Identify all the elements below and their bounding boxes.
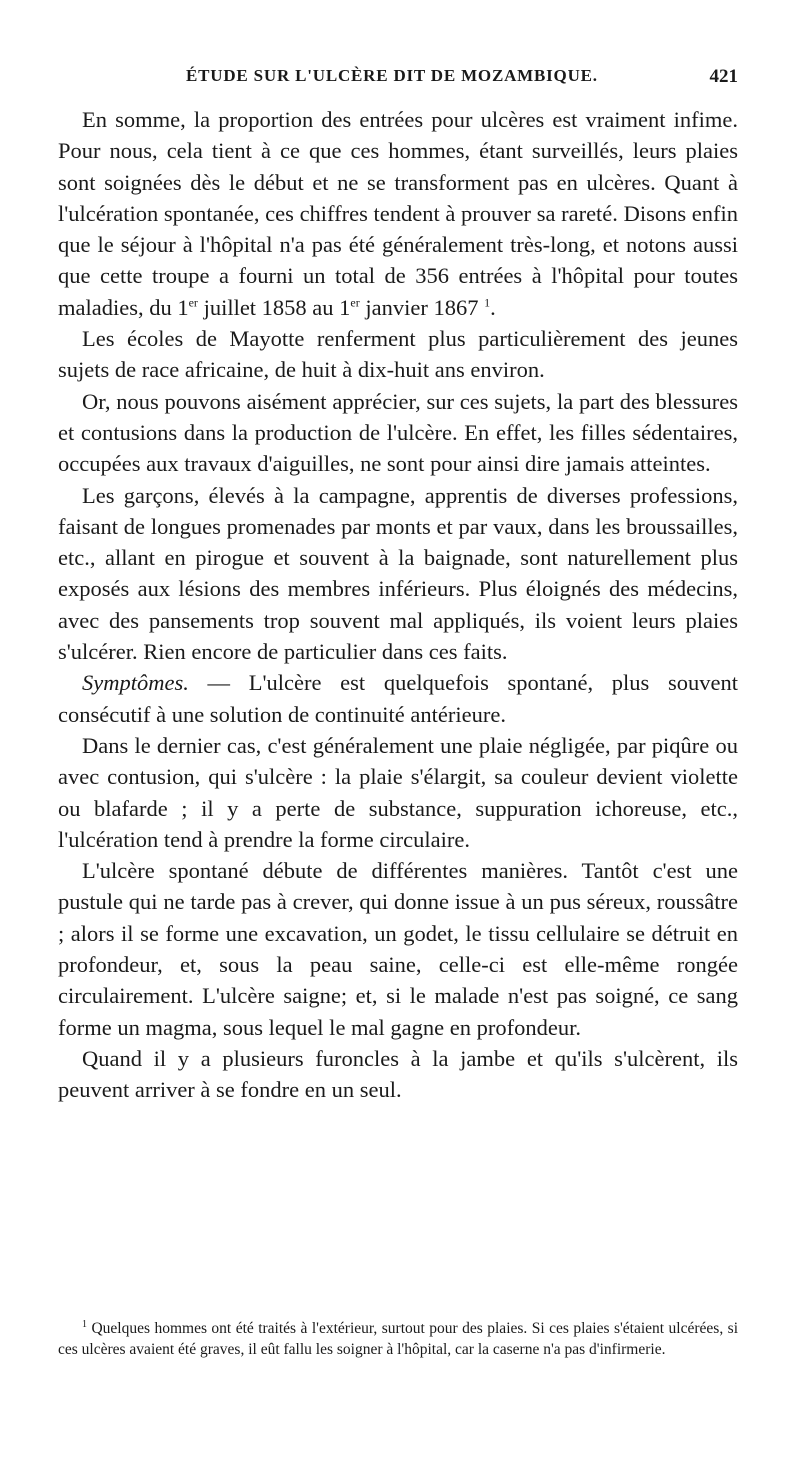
footnote-marker: 1 [82, 1318, 87, 1330]
paragraph: En somme, la proportion des entrées pour ulcères est vraiment infime. Pour nous, cela tient à ce que ces hommes, étant surveillés, leurs plaies sont soignées dès le début et ne se transforment pas en ulcères. Quant à l'ulcération spontanée, ces chiffres tendent à prouver sa rareté. Disons enfin que le séjour à l'hôpital n'a pas été généralement très-long, et notons aussi que cette troupe a fourni un total de 356 entrées à l'hôpital pour toutes maladies, du 1er juillet 1858 au 1er janvier 1867 $^1$. [58, 107, 738, 320]
footnotes [58, 1318, 738, 1360]
ordinal-superscript: er [350, 295, 360, 310]
paragraph: Dans le dernier cas, c'est généralement une plaie négligée, par piqûre ou avec contusion, qui s'ulcère : la plaie s'élargit, sa couleur devient violette ou blafarde ; il y a perte de substance, suppuration ichoreuse, etc., l'ulcération tend à prendre la forme circulaire. [58, 732, 738, 852]
footnote-reference: 1 [484, 295, 491, 310]
paragraph: Symptômes. — L'ulcère est quelquefois spontané, plus souvent consécutif à une solution de continuité antérieure. [58, 670, 738, 727]
book-page [58, 0, 738, 1474]
page-number: 421 [709, 66, 738, 87]
paragraph: Or, nous pouvons aisément apprécier, sur ces sujets, la part des blessures et contusions dans la production de l'ulcère. En effet, les filles sédentaires, occupées aux travaux d'aiguilles, ne sont pour ainsi dire jamais atteintes. [58, 388, 738, 477]
running-title: ÉTUDE SUR L'ULCÈRE DIT DE MOZAMBIQUE. [186, 66, 598, 85]
paragraph: L'ulcère spontané débute de différentes manières. Tantôt c'est une pustule qui ne tarde pas à crever, qui donne issue à un pus séreux, roussâtre ; alors il se forme une excavation, un godet, le tissu cellulaire se détruit en profondeur, et, sous la peau saine, celle-ci est elle-même rongée circulairement. L'ulcère saigne; et, si le malade n'est pas soigné, ce sang forme un magma, sous lequel le mal gagne en profondeur. [58, 858, 738, 1040]
ordinal-superscript: er [188, 295, 198, 310]
footnote-text: Quelques hommes ont été traités à l'extérieur, surtout pour des plaies. Si ces plaies s'étaient ulcérées, si ces ulcères avaient été graves, il eût fallu les soigner à l'hôpital, car la caserne n'a pas d'infirmerie. [58, 1320, 738, 1358]
body-text [58, 104, 738, 1106]
paragraph: Les écoles de Mayotte renferment plus particulièrement des jeunes sujets de race africaine, de huit à dix-huit ans environ. [58, 326, 738, 383]
section-heading: Symptômes. [82, 670, 189, 696]
paragraph: Quand il y a plusieurs furoncles à la jambe et qu'ils s'ulcèrent, ils peuvent arriver à se fondre en un seul. [58, 1045, 738, 1103]
page-header [58, 66, 738, 94]
paragraph: Les garçons, élevés à la campagne, apprentis de diverses professions, faisant de longues promenades par monts et par vaux, dans les broussailles, etc., allant en pirogue et souvent à la baignade, sont naturellement plus exposés aux lésions des membres inférieurs. Plus éloignés des médecins, avec des pansements trop souvent mal appliqués, ils voient leurs plaies s'ulcérer. Rien encore de particulier dans ces faits. [58, 482, 738, 665]
footnote [58, 1318, 738, 1360]
